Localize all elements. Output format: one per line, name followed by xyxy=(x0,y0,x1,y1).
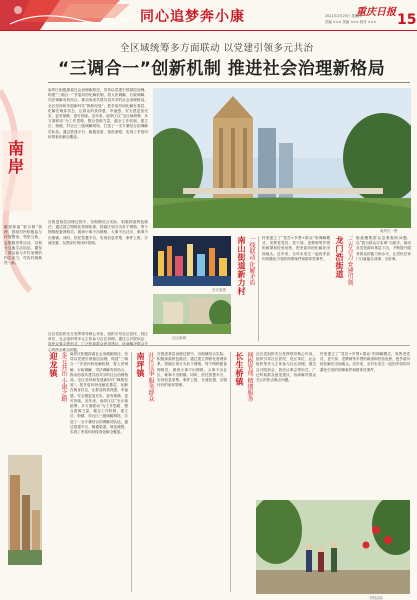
small-photo-night-caption: 长江夜景 xyxy=(212,288,226,292)
section-sub-xinli: 一线联动 化解矛盾 xyxy=(248,236,255,286)
intro-text: 南岸区积极探索社会治理新路径，坚持以党建引领基层治理，构建“三调合一”矛盾纠纷化解机制，将人民调解、行政调解、司法调解有机结合，推动形成共建共治共享的社会治理格局。全区坚持和发展新时代“枫桥经验”，把矛盾纠纷化解在基层、化解在萌芽状态，让群众的获得感、幸福感、安全感更加充实、更有保障、更可持续。近年来，南岸区以“全区域统筹、多方面联动”为工作思路，整合资源力量，健全工作机制，建立区、街镇、村社区三级调解网络，打造了一支专兼结合的调解员队伍。通过搭建平台、畅通渠道、规范流程，实现了矛盾纠纷排查化解全覆盖。 xyxy=(48,88,148,139)
headline-rule xyxy=(48,82,410,83)
section-label-changshengqiao: 长生桥镇 xyxy=(235,352,244,386)
section-text-changshengqiao-2: 村里建立了“党员+乡贤+群众”的调解模式，发挥老党员、老干部、老教师等乡贤的威望和经验优势，把矛盾纠纷化解在田间地头。近年来，全村未发生一起因矛盾纠纷激化引发的刑事案件和群体性事件。 xyxy=(320,352,410,372)
column-divider xyxy=(258,236,259,341)
section-sub-yinglong: 多元共治 小康之路 xyxy=(60,352,67,402)
page-header xyxy=(0,0,417,30)
main-headline: “三调合一”创新机制 推进社会治理新格局 xyxy=(58,59,386,79)
bottom-photo-caption: 村民活动 xyxy=(370,596,383,600)
small-photo-night xyxy=(153,236,231,286)
section-sub-longmenhao: 三方合力 党建引领 xyxy=(346,236,353,286)
section-title: 同心追梦奔小康 xyxy=(140,9,245,25)
section-text-nanping: 在推进基层治理过程中，各街镇结合实际，积极探索特色做法。通过建立网格化管理体系，将辖区划分为若干网格，每个网格配备网格员，做到小事不出网格、大事不出社区、难事不出街镇。同时，依托智慧平台，实现信息采集、事件上报、分流处置、反馈评价的闭环管理。 xyxy=(157,352,227,388)
header-decoration-graphic xyxy=(0,0,140,30)
section-sub-changshengqiao: 网格管理 精细服务 xyxy=(246,352,253,402)
date-line: 2021年2月25日 星期四 xyxy=(325,14,362,18)
section-text-changshengqiao: 社区党组织充分发挥领导核心作用，组织引导社区居民、驻区单位、社会组织等多元主体参与社区治理。通过召开院坝会、居民议事会等形式，广泛听取群众意见建议，协商解决群众关心的热点难点问题。 xyxy=(256,352,316,383)
section-sub-nanping: 社区议事 服务群众 xyxy=(147,352,154,402)
main-photo xyxy=(153,88,411,228)
header-rule xyxy=(0,30,417,31)
intro-tail: 社区党组织充分发挥领导核心作用，组织引导社区居民、驻区单位、社会组织等多元主体参与社区治理。通过召开院坝会、 心的热点难点问题。 xyxy=(48,332,148,352)
small-photo-community xyxy=(153,294,231,334)
section-text-xinli: 村里建立了“党员+乡贤+群众”的调解模式，发挥老党员、老干部、老教师等乡贤的威望和经验优势，把矛盾纠纷化解在田间地头。近年来，全村未发生一起因矛盾纠纷激化引发的刑事案件和群体性事件。 xyxy=(262,236,330,261)
page-number: 15 xyxy=(397,12,417,28)
mid-rule xyxy=(48,345,410,346)
rail-photo xyxy=(8,455,42,565)
editor-line: 责编 ××× 美编 ××× 校对 ××× xyxy=(325,20,377,24)
column-divider xyxy=(131,352,132,592)
district-label: 南岸 xyxy=(7,139,24,176)
section-label-longmenhao: 龙门浩街道 xyxy=(335,236,344,279)
section-text-yinglong: 南岸区积极探索社会治理新路径，坚持以党建引领基层治理，构建“三调合一”矛盾纠纷化解机制，将人民调解、行政调解、司法调解有机结合，推动形成共建共治共享的社会治理格局。全区坚持和发展新时代“枫桥经验”，把矛盾纠纷化解在基层、化解在萌芽状态，让群众的获得感、幸福感、安全感更加充实、更有保障、更可持续。近年来，南岸区以“全区域统筹、多方面联动”为工作思路，整合资源力量，健全工作机制，建立区、街镇、村社区三级调解网络，打造了一支专兼结合的调解员队伍。通过搭建平台、畅通渠道、规范流程，实现了矛盾纠纷排查化解全覆盖。 xyxy=(70,352,128,435)
section-text-longmenhao: 街道聚焦群众急难愁盼问题，以“我为群众办实事”为抓手，推动各类资源向基层下沉，不断提升服务群众的能力和水平，让居民在家门口就能办成事、办好事。 xyxy=(356,236,411,261)
intro-text-cont: 在推进基层治理过程中，各街镇结合实际，积极探索特色做法。通过建立网格化管理体系，将辖区划分为若干网格，每个网格配备网格员，做到小事不出网格、大事不出社区、难事不出街镇。同时，依托智慧平台，实现信息采集、事件上报、分流处置、反馈评价的闭环管理。 xyxy=(48,220,148,245)
main-photo-caption: 南岸区一景 xyxy=(380,229,398,233)
column-divider xyxy=(230,352,231,592)
section-label-nanping: 南坪镇 xyxy=(136,352,145,378)
small-photo-community-caption: 社区新貌 xyxy=(172,336,186,340)
bottom-photo xyxy=(256,500,410,594)
section-label-yinglong: 迎龙镇 xyxy=(49,352,58,378)
masthead-logo: 重庆日报 xyxy=(356,7,396,18)
rail-text: 镇里探索“积分制”管理，鼓励村民积极参与环境整治、邻里互助、志愿服务等活动，以积分兑换生活用品，激发了群众参与乡村治理的内生动力，村容村貌焕然一新。 xyxy=(4,225,42,266)
subheadline: 全区域统筹多方面联动 以党建引领多元共治 xyxy=(120,43,314,54)
section-label-xinli: 南山街道新力村 xyxy=(237,236,246,296)
